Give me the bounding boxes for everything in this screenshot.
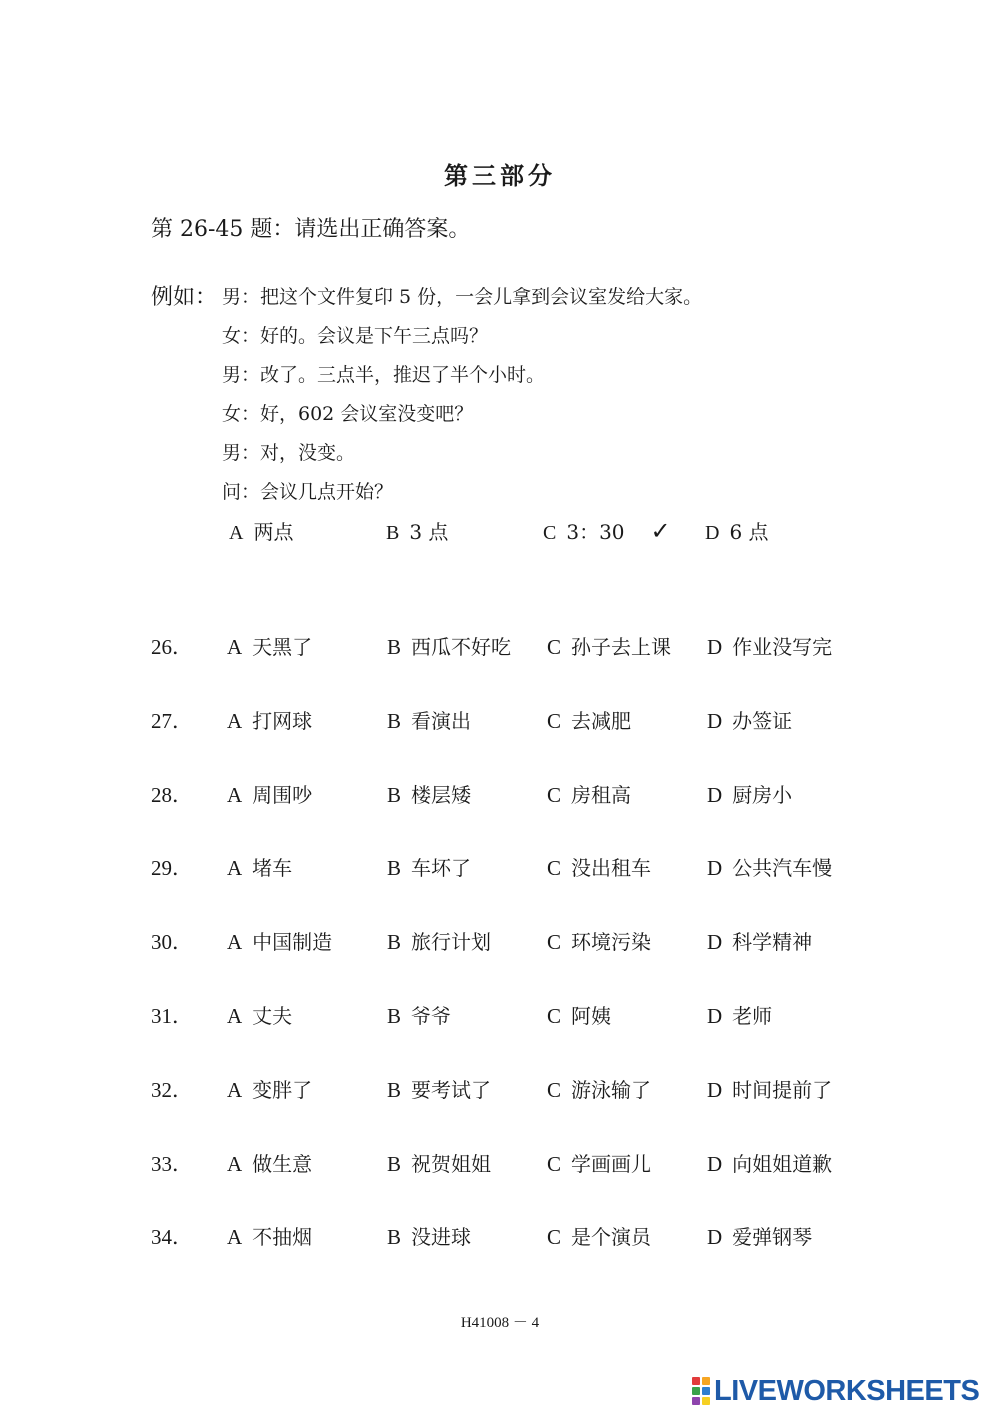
- example-question: 问：会议几点开始？: [222, 481, 394, 503]
- answer-option-b[interactable]: [387, 705, 471, 734]
- option-text: 游泳输了: [571, 1078, 652, 1102]
- option-letter: A: [227, 930, 243, 954]
- answer-option-d[interactable]: [707, 779, 792, 808]
- answer-option-a[interactable]: [227, 705, 312, 734]
- option-letter: C: [543, 522, 557, 544]
- example-dialogue-line: 女：好，602 会议室没变吧？: [222, 403, 474, 425]
- option-letter: A: [227, 1152, 243, 1176]
- option-letter: D: [707, 783, 723, 807]
- option-letter: C: [547, 856, 562, 880]
- answer-option-c[interactable]: [547, 1221, 651, 1250]
- answer-option-b[interactable]: [387, 852, 471, 881]
- question-number: 32．: [151, 1078, 193, 1102]
- answer-option-d[interactable]: [707, 705, 792, 734]
- answer-option-b[interactable]: [387, 1000, 451, 1029]
- option-text: 打网球: [252, 709, 313, 733]
- example-dialogue-line: 男：改了。三点半，推迟了半个小时。: [222, 364, 546, 386]
- example-dialogue-line: 女：好的。会议是下午三点吗？: [222, 325, 489, 347]
- option-text: 3 点: [409, 520, 449, 544]
- answer-option-a[interactable]: [227, 852, 292, 881]
- answer-option-b[interactable]: [387, 926, 491, 955]
- option-letter: C: [547, 709, 562, 733]
- option-letter: B: [387, 1004, 402, 1028]
- answer-option-a[interactable]: [227, 1221, 312, 1250]
- option-text: 环境污染: [571, 930, 652, 954]
- section-title: 第三部分: [444, 161, 556, 190]
- answer-option-c[interactable]: [547, 705, 631, 734]
- question-number: 27．: [151, 709, 193, 733]
- option-text: 做生意: [252, 1152, 313, 1176]
- option-text: 办签证: [732, 709, 793, 733]
- option-text: 不抽烟: [252, 1225, 313, 1249]
- option-text: 去减肥: [571, 709, 632, 733]
- example-option-c: [543, 516, 671, 545]
- option-text: 厨房小: [732, 783, 793, 807]
- answer-option-d[interactable]: [707, 631, 832, 660]
- answer-option-a[interactable]: [227, 1148, 312, 1177]
- option-letter: B: [387, 635, 402, 659]
- option-letter: D: [705, 522, 720, 544]
- option-text: 作业没写完: [732, 635, 833, 659]
- example-option-b: [386, 516, 448, 545]
- example-label: 例如：: [151, 285, 218, 310]
- question-row: [151, 705, 911, 735]
- option-text: 没出租车: [571, 856, 652, 880]
- question-row: [151, 779, 911, 809]
- question-number: 26．: [151, 635, 193, 659]
- option-letter: C: [547, 1004, 562, 1028]
- answer-option-d[interactable]: [707, 1148, 832, 1177]
- question-row: [151, 1000, 911, 1030]
- option-text: 科学精神: [732, 930, 813, 954]
- answer-option-a[interactable]: [227, 926, 332, 955]
- option-letter: C: [547, 635, 562, 659]
- option-text: 要考试了: [411, 1078, 492, 1102]
- option-text: 6 点: [729, 520, 769, 544]
- option-text: 旅行计划: [411, 930, 492, 954]
- option-text: 变胖了: [252, 1078, 313, 1102]
- option-letter: D: [707, 1152, 723, 1176]
- question-row: [151, 1148, 911, 1178]
- answer-option-a[interactable]: [227, 631, 312, 660]
- option-letter: A: [227, 783, 243, 807]
- option-letter: B: [387, 930, 402, 954]
- option-text: 孙子去上课: [571, 635, 672, 659]
- option-letter: B: [387, 856, 402, 880]
- option-letter: D: [707, 635, 723, 659]
- question-row: [151, 926, 911, 956]
- question-number: 30．: [151, 930, 193, 954]
- answer-option-b[interactable]: [387, 779, 471, 808]
- question-row: [151, 852, 911, 882]
- option-text: 爷爷: [411, 1004, 452, 1028]
- option-letter: A: [227, 1004, 243, 1028]
- option-text: 房租高: [571, 783, 632, 807]
- option-text: 时间提前了: [732, 1078, 833, 1102]
- option-letter: B: [387, 709, 402, 733]
- question-number: 28．: [151, 783, 193, 807]
- option-text: 公共汽车慢: [732, 856, 833, 880]
- option-letter: A: [227, 1225, 243, 1249]
- option-letter: C: [547, 1225, 562, 1249]
- page-footer: H41008 － 4: [460, 1315, 540, 1331]
- option-text: 阿姨: [571, 1004, 612, 1028]
- option-text: 看演出: [411, 709, 472, 733]
- option-letter: B: [387, 1078, 402, 1102]
- option-letter: B: [387, 1152, 402, 1176]
- instruction-text: 第 26-45 题：请选出正确答案。: [151, 217, 471, 242]
- option-letter: A: [227, 635, 243, 659]
- answer-option-a[interactable]: [227, 1074, 312, 1103]
- example-dialogue-line: 男：把这个文件复印 5 份，一会儿拿到会议室发给大家。: [222, 286, 703, 308]
- question-number: 29．: [151, 856, 193, 880]
- logo-icon: [692, 1377, 710, 1405]
- answer-option-d[interactable]: [707, 1074, 832, 1103]
- option-text: 祝贺姐姐: [411, 1152, 492, 1176]
- example-dialogue-line: 男：对，没变。: [222, 442, 356, 464]
- option-letter: B: [386, 522, 400, 544]
- example-option-d: [705, 516, 769, 545]
- option-text: 向姐姐道歉: [732, 1152, 833, 1176]
- example-option-a: [229, 516, 293, 545]
- option-letter: C: [547, 1078, 562, 1102]
- option-letter: C: [547, 930, 562, 954]
- option-letter: B: [387, 1225, 402, 1249]
- answer-option-d[interactable]: [707, 1000, 772, 1029]
- option-letter: A: [227, 856, 243, 880]
- option-letter: D: [707, 856, 723, 880]
- answer-option-d[interactable]: [707, 1221, 812, 1250]
- option-text: 没进球: [411, 1225, 472, 1249]
- option-text: 西瓜不好吃: [411, 635, 512, 659]
- answer-option-b[interactable]: [387, 1221, 471, 1250]
- option-text: 中国制造: [252, 930, 333, 954]
- question-number: 31．: [151, 1004, 193, 1028]
- option-text: 天黑了: [252, 635, 313, 659]
- option-letter: D: [707, 1078, 723, 1102]
- answer-option-c[interactable]: [547, 1074, 651, 1103]
- option-text: 堵车: [252, 856, 293, 880]
- logo-text: LIVEWORKSHEETS: [714, 1374, 980, 1407]
- answer-option-c[interactable]: [547, 926, 651, 955]
- answer-option-d[interactable]: [707, 852, 832, 881]
- answer-option-a[interactable]: [227, 779, 312, 808]
- question-row: [151, 1074, 911, 1104]
- option-text: 楼层矮: [411, 783, 472, 807]
- answer-option-a[interactable]: [227, 1000, 292, 1029]
- answer-option-c[interactable]: [547, 631, 671, 660]
- answer-option-d[interactable]: [707, 926, 812, 955]
- option-letter: A: [227, 709, 243, 733]
- question-row: [151, 1221, 911, 1251]
- question-row: [151, 631, 911, 661]
- option-letter: D: [707, 1225, 723, 1249]
- answer-option-b[interactable]: [387, 631, 511, 660]
- option-text: 车坏了: [411, 856, 472, 880]
- option-letter: A: [229, 522, 244, 544]
- option-text: 学画画儿: [571, 1152, 652, 1176]
- option-text: 两点: [253, 520, 294, 544]
- answer-option-c[interactable]: [547, 1000, 611, 1029]
- option-text: 周围吵: [252, 783, 313, 807]
- question-number: 33．: [151, 1152, 193, 1176]
- question-number: 34．: [151, 1225, 193, 1249]
- option-letter: A: [227, 1078, 243, 1102]
- answer-option-c[interactable]: [547, 1148, 651, 1177]
- option-letter: D: [707, 1004, 723, 1028]
- option-text: 爱弹钢琴: [732, 1225, 813, 1249]
- option-letter: C: [547, 783, 562, 807]
- option-letter: D: [707, 930, 723, 954]
- option-text: 老师: [732, 1004, 773, 1028]
- option-letter: C: [547, 1152, 562, 1176]
- answer-option-c[interactable]: [547, 779, 631, 808]
- option-text: 3：30: [566, 520, 625, 544]
- checkmark-icon: ✓: [650, 517, 671, 545]
- option-text: 是个演员: [571, 1225, 652, 1249]
- option-text: 丈夫: [252, 1004, 293, 1028]
- liveworksheets-logo: [692, 1371, 979, 1411]
- answer-option-b[interactable]: [387, 1148, 491, 1177]
- answer-option-b[interactable]: [387, 1074, 491, 1103]
- option-letter: D: [707, 709, 723, 733]
- answer-option-c[interactable]: [547, 852, 651, 881]
- option-letter: B: [387, 783, 402, 807]
